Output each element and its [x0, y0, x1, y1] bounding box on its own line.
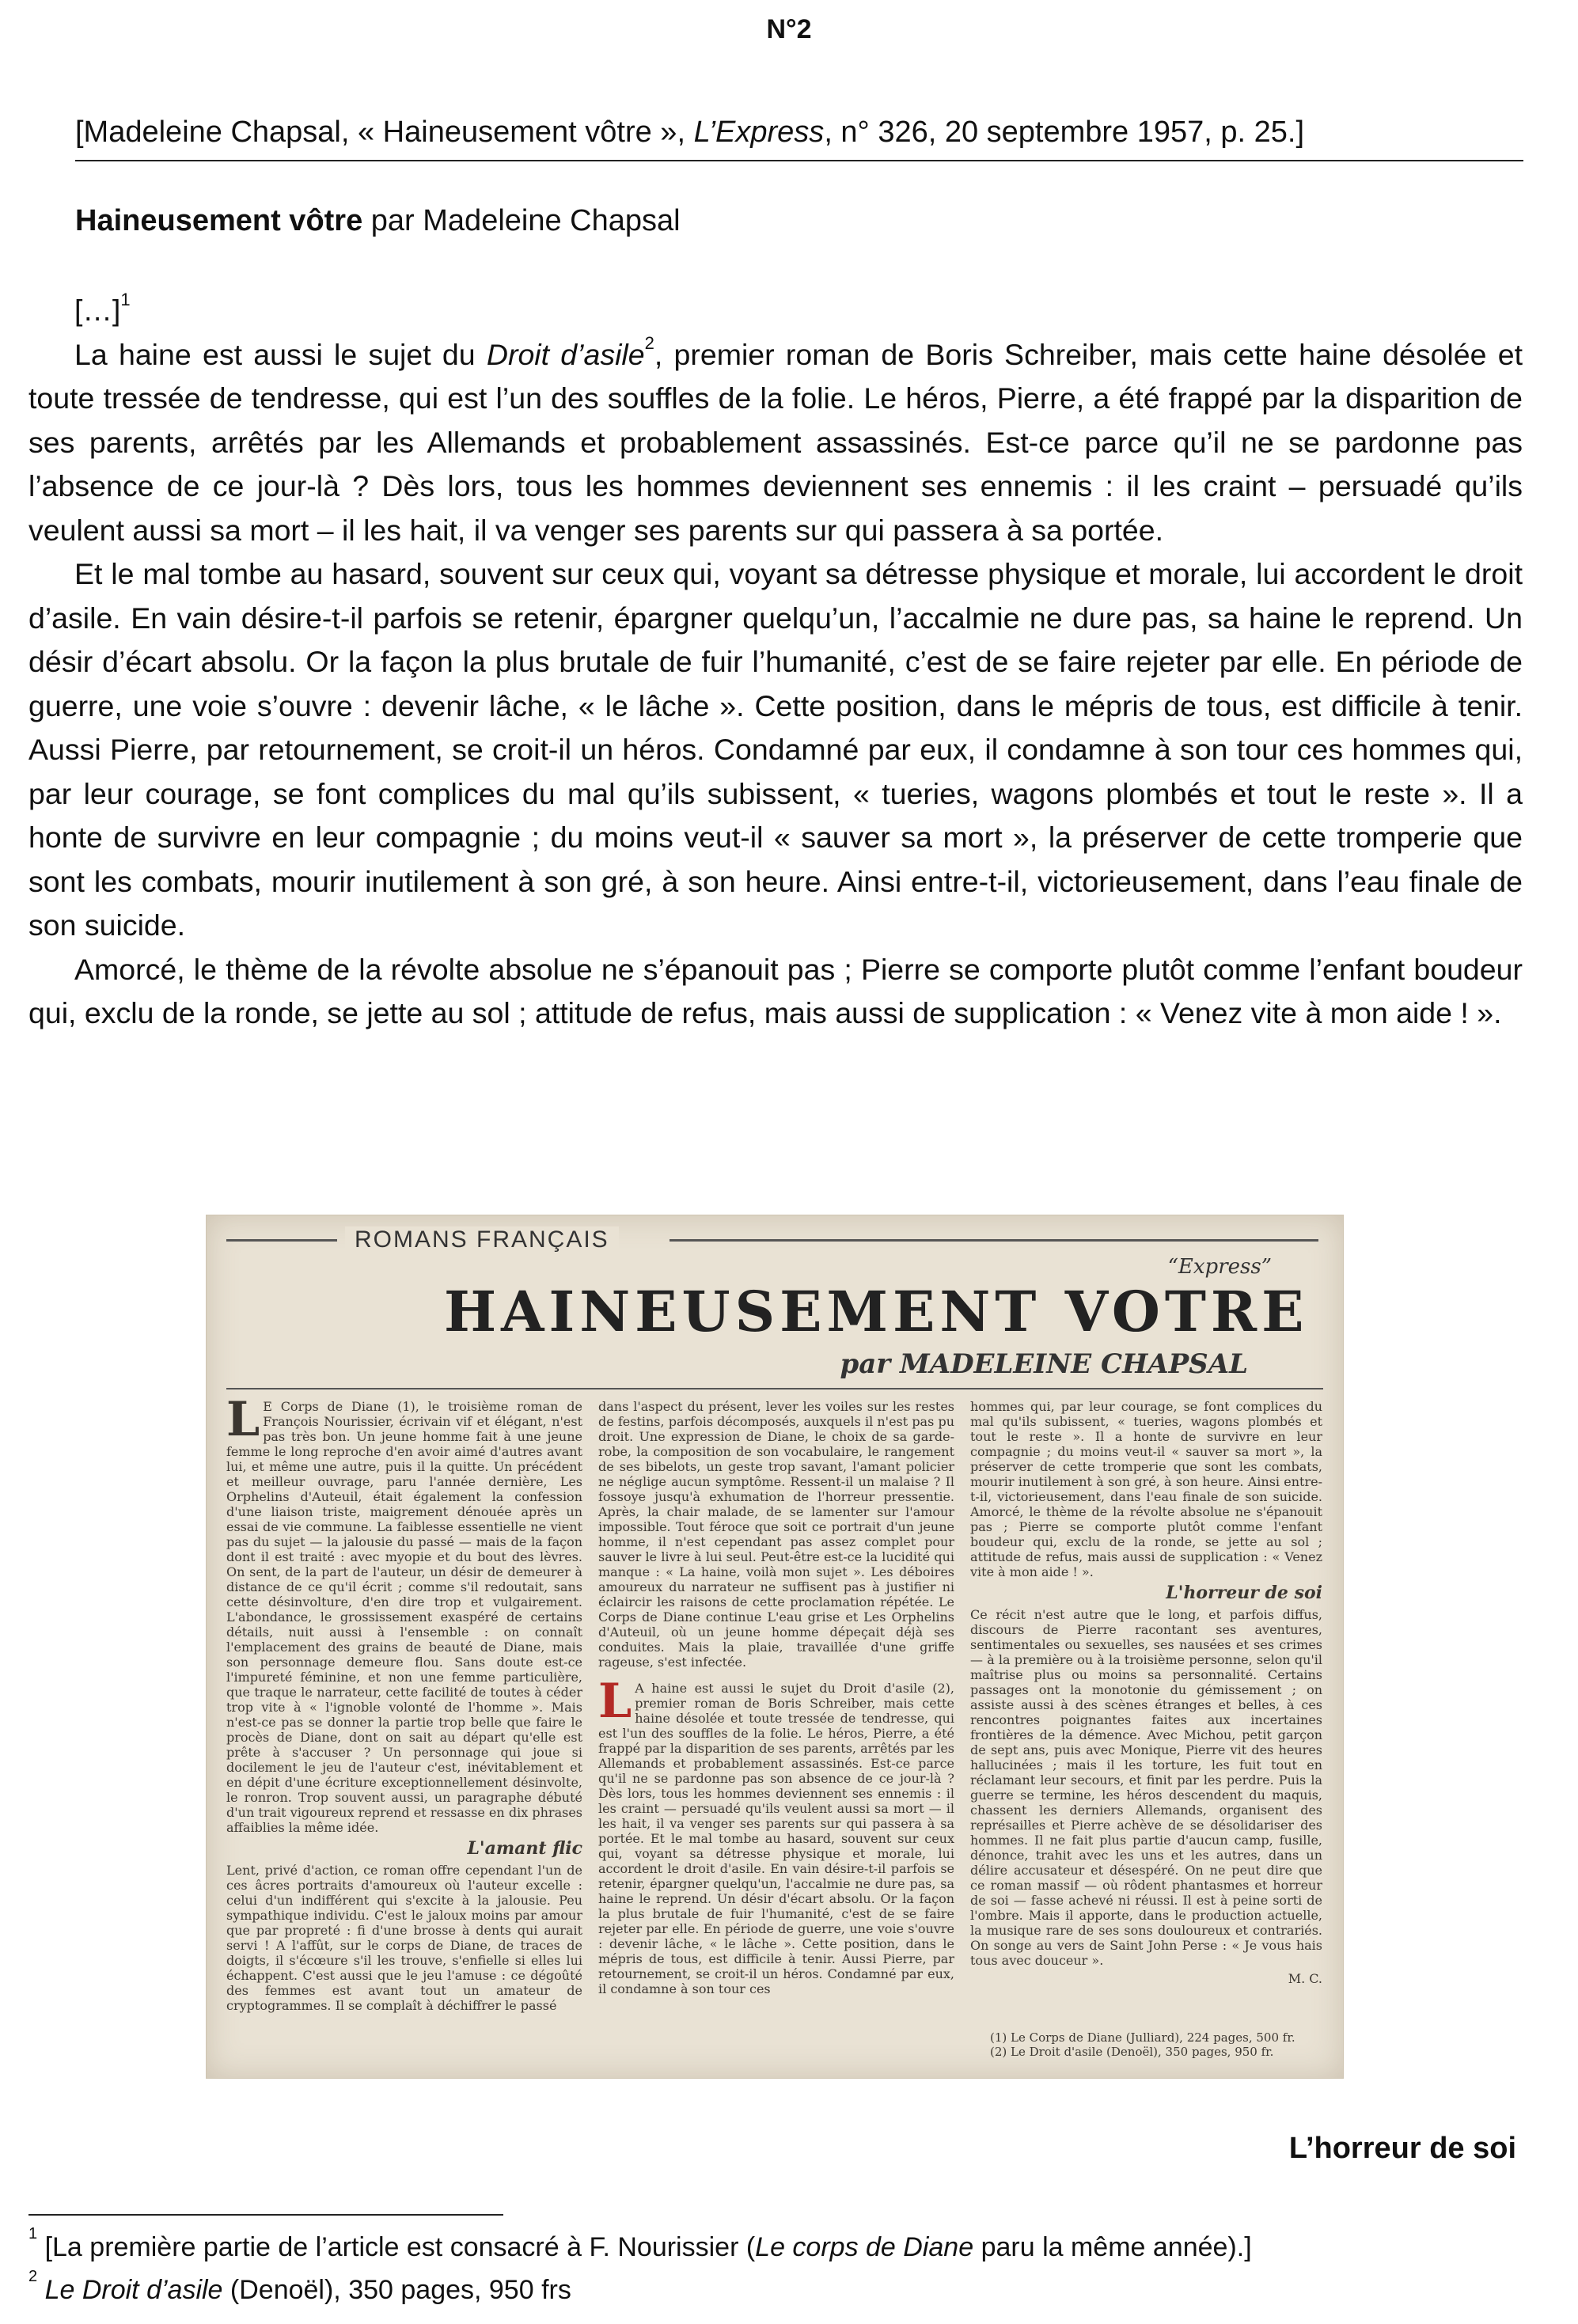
- footnote-ref-1[interactable]: 1: [120, 289, 131, 309]
- clip-col2-text: dans l'aspect du présent, lever les voiles sur les restes de festins, parfois décomposés, auxquels il n'est pas pu droit. Une expression de Diane, le choix de sa garde-robe, la composition de son vocabulaire, le rangement de ses bibelots, un geste trop savant, l'amant policier ne néglige aucun symptôme. Ressent-il un malaise ? Il fossoye jusqu'à exhumation de l'horreur pressentie. Après, la chair malade, de se lamenter sur l'amour impossible. Tout féroce que soit ce portrait d'un jeune homme, il n'est cependant pas assez complet pour sauver le livre à lui seul. Peut-être est-ce la lucidité qui manque : « La haine, voilà mon sujet ». Les déboires amoureux du narrateur ne suffisent pas à justifier ni éclaircir les raisons de cette proclamation répétée. Le Corps de Diane continue L'eau grise et Les Orphelins d'Auteuil, où un jeune homme dépeçait déjà ses conduites. Mais la plaie, travaillée d'une griffe rageuse, s'est infectée.: [598, 1399, 954, 1670]
- clip-section-header: [226, 1226, 1318, 1253]
- citation-open: [Madeleine Chapsal, « Haineusement vôtre »,: [75, 116, 694, 149]
- footnote-1: [28, 2224, 1252, 2265]
- clip-headline: HAINEUSEMENT VOTRE: [444, 1279, 1309, 1344]
- article-title-text: Haineusement vôtre: [75, 204, 363, 237]
- p1-start: La haine est aussi le sujet du: [74, 337, 487, 371]
- clip-col3-text: hommes qui, par leur courage, se font complices du mal qu'ils subissent, « tueries, wagons plombés et tout le reste ». Il a honte de survivre en leur compagnie ; du moins veut-il « sauver sa mort », la préserver de cette tromperie que sont les combats, mourir inutilement à son gré, à son heure. Ainsi entre-t-il, victorieusement, dans l'eau finale de son suicide. Amorcé, le thème de la révolte absolue ne s'épanouit pas ; Pierre se comporte plutôt comme l'enfant boudeur qui, exclu de la ronde, se jette au sol ; attitude de refus, mais aussi de supplication : « Venez vite à mon aide ! ».: [970, 1399, 1322, 1579]
- clip-section-rule-left: [226, 1239, 337, 1242]
- ellipsis-paragraph: [28, 289, 1523, 333]
- clip-handwritten-note: “Express”: [1167, 1255, 1272, 1279]
- article-title: [75, 204, 681, 238]
- footnote-2-italic: Le Droit d’asile: [44, 2275, 223, 2305]
- footnote-1-italic: Le corps de Diane: [755, 2232, 974, 2262]
- section-heading: L’horreur de soi: [1288, 2132, 1516, 2165]
- clip-subheading-amant: L'amant flic: [467, 1838, 582, 1859]
- ellipsis: […]: [74, 294, 121, 327]
- clip-signature: M. C.: [1288, 1971, 1322, 1986]
- clip-footnotes: [990, 2030, 1295, 2059]
- footnote-separator: [28, 2214, 503, 2216]
- citation-rest: , n° 326, 20 septembre 1957, p. 25.]: [824, 116, 1305, 149]
- clip-dropcap-red: L: [598, 1674, 632, 1729]
- source-citation: [75, 111, 1523, 161]
- clip-col2-spacer: [598, 1670, 954, 1681]
- clip-column-1: [226, 1399, 582, 2056]
- clip-byline: par MADELEINE CHAPSAL: [840, 1348, 1248, 1380]
- clip-col2b-text: A haine est aussi le sujet du Droit d'asile (2), premier roman de Boris Schreiber, mais cette haine désolée et toute tressée de tendresse, qui est l'un des souffles de la folie. Le héros, Pierre, a été frappé par la disparition de ses parents, arrêtés par les Allemands et probablement assassinés. Est-ce parce qu'il ne se pardonne pas son absence de ce jour-là ? Dès lors, tous les hommes deviennent ses ennemis : il les craint — persuadé qu'ils veulent aussi sa mort — il les hait, il va venger ses parents sur qui passera à sa portée. Et le mal tombe au hasard, souvent sur ceux qui, voyant sa détresse physique et morale, lui accordent le droit d'asile. En vain désire-t-il parfois se retenir, épargner quelqu'un, l'accalmie ne dure pas, sa haine le reprend. Un désir d'écart absolu. Or la façon la plus brutale de fuir l'humanité, c'est de se faire rejeter par elle. En période de guerre, une voie s'ouvre : devenir lâche, « le lâche ». Cette position, dans le mépris de tous, est difficile à tenir. Aussi Pierre, par retournement, se croit-il un héros. Condamné par eux, il condamne à son tour ces: [598, 1681, 954, 1996]
- clip-section-rule-right: [670, 1239, 1318, 1242]
- clip-subheading-horreur: L'horreur de soi: [1166, 1583, 1322, 1603]
- clip-footnote-2: (2) Le Droit d'asile (Denoël), 350 pages, 950 fr.: [990, 2045, 1274, 2059]
- clip-dropcap-l: L: [226, 1399, 260, 1447]
- clip-footnote-1: (1) Le Corps de Diane (Julliard), 224 pages, 500 fr.: [990, 2030, 1295, 2045]
- paragraph-1: [28, 333, 1523, 553]
- paragraph-3: Amorcé, le thème de la révolte absolue ne s’épanouit pas ; Pierre se comporte plutôt comme l’enfant boudeur qui, exclu de la ronde, se jette au sol ; attitude de refus, mais aussi de supplication : « Venez vite à mon aide ! ».: [28, 952, 1523, 1029]
- footnote-2: [28, 2267, 571, 2307]
- clip-col3b-text: Ce récit n'est autre que le long, et parfois diffus, discours de Pierre racontant ses aventures, sentimentales ou sexuelles, ses nausées et ses crimes — à la première ou à la troisième personne, selon qu'il maîtrise plus ou moins sa personnalité. Certains passages ont la monotonie du gémissement ; on assiste aussi à des scènes étranges et belles, à ces rencontres poignantes faites aux incertaines frontières de la démence. Avec Michou, petit garçon de sept ans, puis avec Monique, Pierre vit des heures hallucinées ; mais il les torture, les fuit tout en réclamant leur secours, et finit par les perdre. Puis la guerre se termine, les héros descendent du maquis, chassent les derniers Allemands, organisent des représailles et Pierre achève de se désolidariser des hommes. Il ne fait plus partie d'aucun camp, fusille, dénonce, trahit avec les uns et les autres, dans un délire accusateur et désespéré. On ne peut dire que ce roman massif — où rôdent phantasmes et horreur de soi — fasse achevé ni réussi. Il est à peine sorti de l'ombre. Mais il apporte, dans le production actuelle, la musique rare de ses sons douloureux et contrariés. On songe au vers de Saint John Perse : « Je vous hais tous avec douceur ».: [970, 1607, 1322, 1968]
- clip-section-label: ROMANS FRANÇAIS: [345, 1226, 619, 1253]
- footnote-ref-2[interactable]: 2: [644, 333, 654, 353]
- p1-book-title: Droit d’asile: [486, 337, 645, 371]
- article-byline: par Madeleine Chapsal: [362, 204, 681, 237]
- clip-column-2: [598, 1399, 954, 2056]
- footnote-2-number: 2: [28, 2267, 38, 2285]
- clip-byline-rule: [226, 1388, 1323, 1389]
- transcription-body: [28, 289, 1523, 1036]
- p1-rest: , premier roman de Boris Schreiber, mais cette haine désolée et toute tressée de tendresse, qui est l’un des souffles de la folie. Le héros, Pierre, a été frappé par la disparition de ses parents, arrêtés par les Allemands et probablement assassinés. Est-ce parce qu’il ne se pardonne pas l’absence de ce jour-là ? Dès lors, tous les hommes deviennent ses ennemis : il les craint – persuadé qu’ils veulent aussi sa mort – il les hait, il va venger ses parents sur qui passera à sa portée.: [28, 337, 1523, 547]
- footnote-1-before: [La première partie de l’article est consacré à F. Nourissier (: [44, 2232, 756, 2262]
- clip-col1-text: E Corps de Diane (1), le troisième roman de François Nourissier, écrivain vif et élégant, n'est pas très bon. Un jeune homme fait à une jeune femme le long reproche d'en avoir aimé d'autres avant lui, et même une autre, puis il la quitte. Un précédent et meilleur ouvrage, paru l'année dernière, Les Orphelins d'Auteuil, était également la confession d'une liaison triste, maigrement dénouée après un essai de vie commune. La faiblesse essentielle ne vient pas du sujet — la jalousie du passé — mais de la façon dont il est traité : avec myopie et du bout des lèvres. On sent, de la part de l'auteur, un désir de demeurer à distance de ce qu'il écrit ; comme s'il redoutait, sans cette désinvolture, d'en dire trop et vulgairement. L'abondance, le grossissement exaspéré de certains détails, nuit aussi à l'ensemble : on connaît l'emplacement des grains de beauté de Diane, mais son personnage demeure flou. Sans doute est-ce l'impureté féminine, et non une femme particulière, que traque le narrateur, cette facilité de toutes à céder trop vite à « l'ignoble volonté de l'homme ». Mais n'est-ce pas se donner la partie trop belle que faire le procès de Diane, dont on sait au départ qu'elle est prête à s'accuser ? Un personnage qui joue si docilement le jeu de l'auteur c'est, inévitablement et en dépit d'une écriture exceptionnellement désinvolte, le ronron. Trop souvent aussi, un paragraphe débuté d'un trait vigoureux reprend et ressasse en dix phrases affaiblies la même idée.: [226, 1399, 582, 1835]
- footnote-1-number: 1: [28, 2224, 38, 2242]
- clip-col1b-text: Lent, privé d'action, ce roman offre cependant l'un de ces âcres portraits d'amoureux où l'auteur excelle : celui d'un indifférent qui s'excite à la jalousie. Peu sympathique individu. C'est le jaloux moins par amour que par propreté : fi d'une brosse à dents qui aurait servi ! A l'affût, sur le corps de Diane, de traces de doigts, il s'écœure s'il les trouve, s'enfielle si elles lui échappent. C'est aussi que le jeu l'amuse : ce dégoûté des femmes est avant tout un amateur de cryptogrammes. Il se complaît à déchiffrer le passé: [226, 1863, 582, 2013]
- paragraph-2: Et le mal tombe au hasard, souvent sur ceux qui, voyant sa détresse physique et morale, lui accordent le droit d’asile. En vain désire-t-il parfois se retenir, épargner quelqu’un, l’accalmie ne dure pas, sa haine le reprend. Un désir d’écart absolu. Or la façon la plus brutale de fuir l’humanité, c’est de se faire rejeter par elle. En période de guerre, une voie s’ouvre : devenir lâche, « le lâche ». Cette position, dans le mépris de tous, est difficile à tenir. Aussi Pierre, par retournement, se croit-il un héros. Condamné par eux, il condamne à son tour ces hommes qui, par leur courage, se font complices du mal qu’ils subissent, « tueries, wagons plombés et tout le reste ». Il a honte de survivre en leur compagnie ; du moins veut-il « sauver sa mort », la préserver de cette tromperie que sont les combats, mourir inutilement à son gré, à son heure. Ainsi entre-t-il, victorieusement, dans l’eau finale de son suicide.: [28, 557, 1523, 942]
- footnote-1-after: paru la même année).]: [973, 2232, 1252, 2262]
- newspaper-clipping-image: [206, 1215, 1344, 2079]
- clip-column-3: [970, 1399, 1322, 2056]
- footnote-2-after: (Denoël), 350 pages, 950 frs: [222, 2275, 571, 2305]
- citation-journal: L’Express: [693, 116, 825, 149]
- page-number: N°2: [766, 14, 812, 44]
